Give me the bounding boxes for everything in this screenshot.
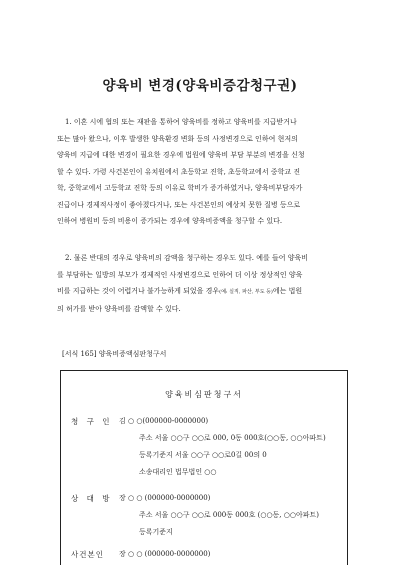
respondent-name: 장 ○ ○ (000000-0000000) [119, 494, 211, 502]
claimant-label: 청 구 인 [71, 417, 113, 426]
subject-label: 사건본인 [71, 550, 104, 559]
claimant-agent: 소송대리인 법무법인 ○○ [139, 468, 217, 476]
paragraph-1-line: 학, 중학교에서 고등학교 진학 등의 이유로 학비가 증가하였거나, 양육비부담자가 [57, 184, 303, 192]
paragraph-1-line: 1. 이혼 시에 협의 또는 재판을 통하여 양육비를 정하고 양육비를 지급받거나 [65, 118, 297, 126]
respondent-registry: 등록기준지 [139, 528, 173, 536]
paragraph-2-line: 의 허가를 받아 양육비를 감액할 수 있다. [57, 304, 181, 313]
paragraph-2-line-text: 비를 지급하는 것이 어렵거나 불가능하게 되었을 경우 [57, 287, 220, 295]
paragraph-1 [57, 114, 347, 230]
petition-form [60, 370, 348, 565]
paragraph-2-line: 2. 물론 반대의 경우로 양육비의 감액을 청구하는 경우도 있다. 예를 들어 양육비 [65, 254, 309, 262]
respondent-label: 상 대 방 [71, 494, 113, 503]
paragraph-2 [57, 250, 347, 317]
form-caption: [서식 165] 양육비증액심판청구서 [62, 350, 167, 358]
form-title: 양육비심판청구서 [165, 390, 243, 399]
paragraph-1-line: 진급이나 경제적사정이 좋아졌다거나, 또는 사건본인의 예상치 못한 질병 등으로 [57, 200, 301, 209]
document-title: 양육비 변경(양육비증감청구권) [102, 78, 298, 94]
subject-name: 장 ○ ○ (000000-0000000) [119, 550, 211, 558]
paragraph-2-line [57, 283, 347, 301]
claimant-address: 주소 서울 ○○구 ○○로 000, 0동 000호(○○동, ○○아파트) [139, 434, 326, 442]
paragraph-2-line: 를 부담하는 일방의 부모가 경제적인 사정변경으로 인하여 더 이상 정상적인 양육 [57, 270, 303, 279]
claimant-registry: 등록기준지 서울 ○○구 ○○로0길 00의 0 [139, 451, 267, 459]
paragraph-1-line: 인하여 병원비 등의 비용이 증가되는 경우에 양육비증액을 청구할 수 있다. [57, 217, 283, 225]
paragraph-1-line: 할 수 있다. 가령 사건본인이 유치원에서 초등학교 진학, 초등학교에서 중학교 진 [57, 167, 301, 176]
respondent-address: 주소 서울 ○○구 ○○로 000동 000호 (○○동, ○○아파트) [139, 511, 319, 519]
claimant-name: 김 ○ ○(000000-0000000) [119, 417, 209, 425]
paragraph-1-line: 양육비 지급에 대한 변경이 필요한 경우에 법원에 양육비 부담 부분의 변경을 신청 [57, 151, 305, 159]
paragraph-2-note: (예: 실직, 파산, 부도 등) [219, 289, 273, 295]
paragraph-1-line: 또는 많아 왔으나, 이후 발생한 양육환경 변화 등의 사정변경으로 인하여 현저의 [57, 134, 298, 143]
paragraph-2-line-end: 에는 법원 [272, 287, 303, 295]
